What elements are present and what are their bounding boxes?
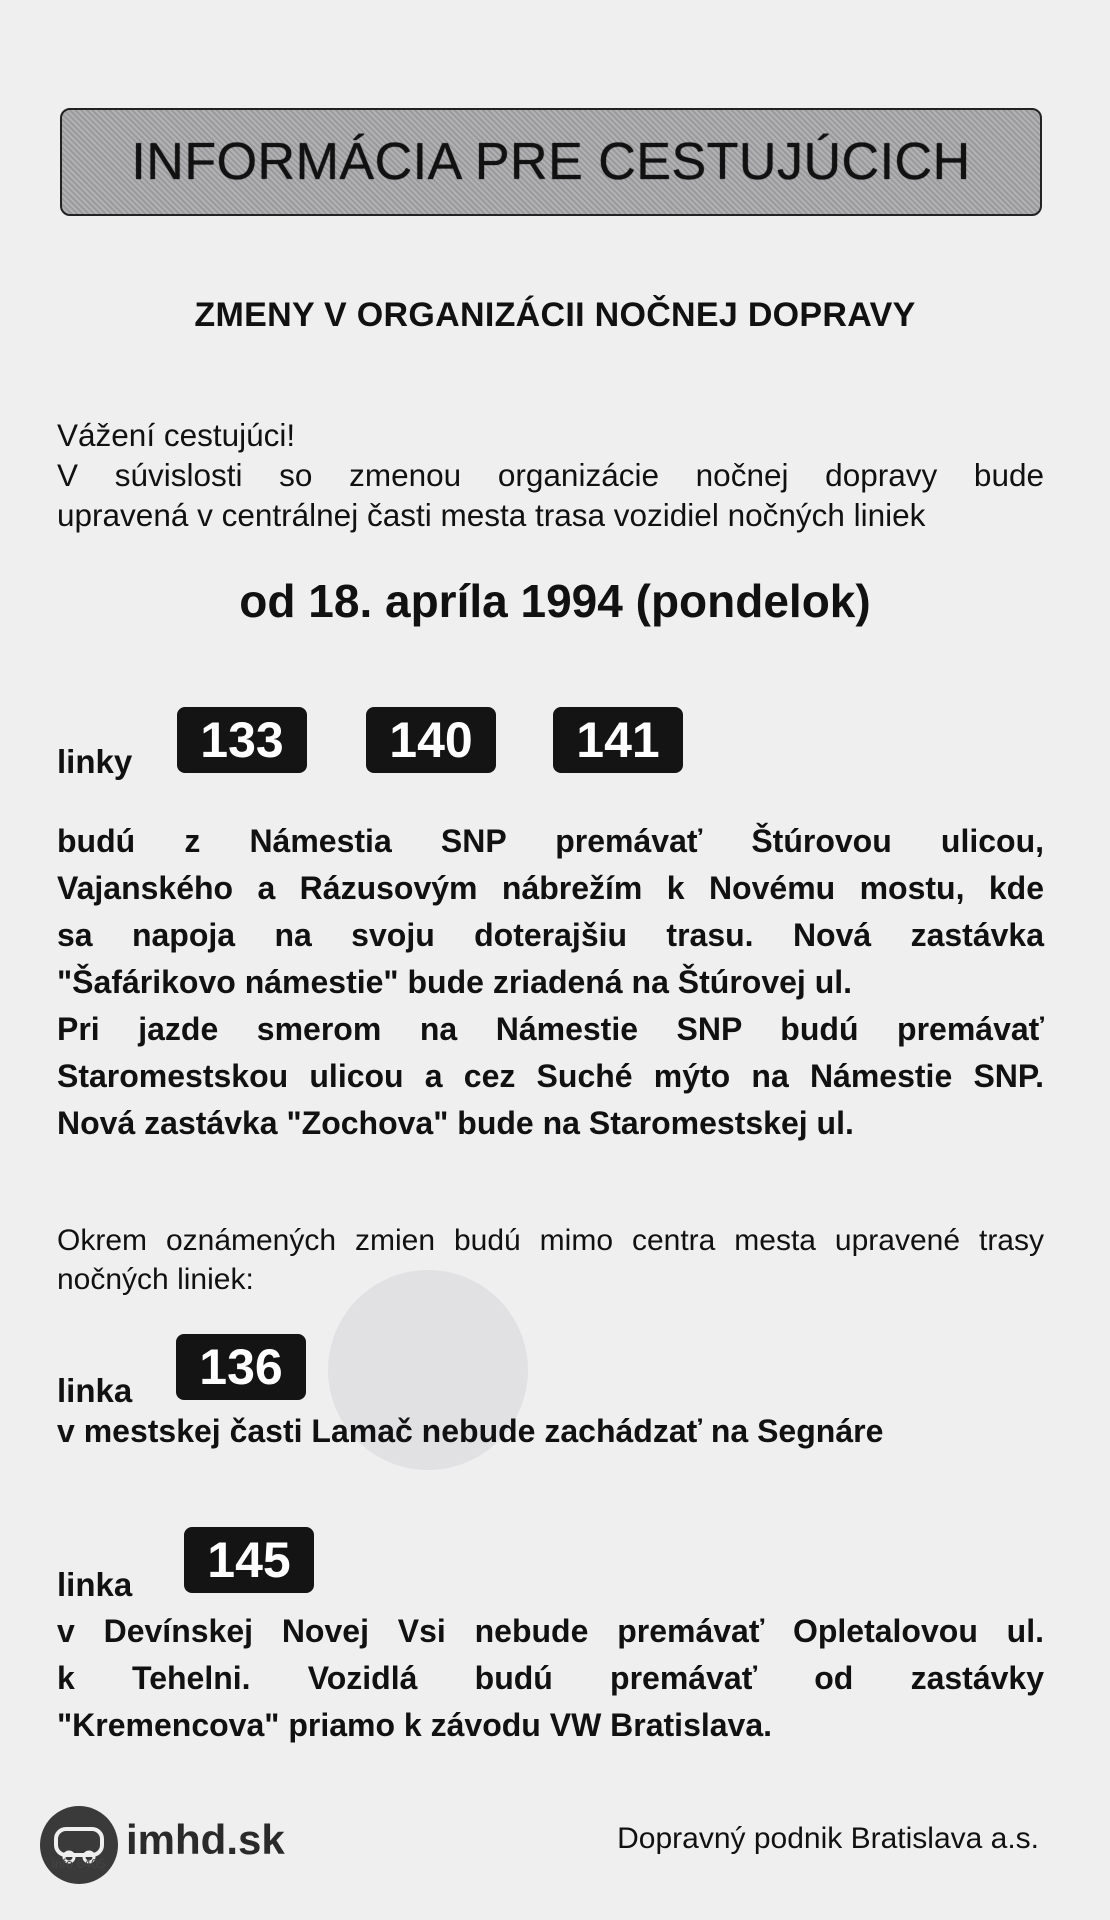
other-changes-line-2: nočných liniek: <box>57 1263 254 1296</box>
line-label-145: linka <box>57 1566 133 1603</box>
group1-line-7: Nová zastávka "Zochova" bude na Staromestskej ul. <box>57 1105 854 1141</box>
intro-line-2: upravená v centrálnej časti mesta trasa vozidiel nočných liniek <box>57 497 926 533</box>
imhd-logo-icon <box>40 1806 118 1884</box>
line-label-136: linka <box>57 1372 133 1409</box>
group1-line-6: Staromestskou ulicou a cez Suché mýto na Námestie SNP. <box>57 1058 1044 1094</box>
group1-line-1: budú z Námestia SNP premávať Štúrovou ulicou, <box>57 823 1044 859</box>
header-banner <box>60 108 1042 216</box>
group3-line-1: v Devínskej Novej Vsi nebude premávať Opletalovou ul. <box>57 1613 1044 1649</box>
group1-line-2: Vajanského a Rázusovým nábrežím k Novému mostu, kde <box>57 870 1044 906</box>
line-badge-140: 140 <box>366 707 496 773</box>
intro-greeting: Vážení cestujúci! <box>57 417 296 453</box>
other-changes-paragraph <box>57 1221 1044 1299</box>
group1-line-4: "Šafárikovo námestie" bude zriadená na Štúrovej ul. <box>57 964 853 1000</box>
line-badge-141: 141 <box>553 707 683 773</box>
group3-line-3: "Kremencova" priamo k závodu VW Bratislava. <box>57 1707 773 1743</box>
lines-label: linky <box>57 743 133 780</box>
intro-paragraph <box>57 415 1044 535</box>
line-badge-133: 133 <box>177 707 307 773</box>
info-code: info 6405 <box>52 1856 106 1871</box>
group1-description <box>57 818 1044 1147</box>
intro-line-1: V súvislosti so zmenou organizácie nočnej dopravy bude <box>57 457 1044 493</box>
company-name: Dopravný podnik Bratislava a.s. <box>617 1822 1039 1855</box>
line-badge-136: 136 <box>176 1334 306 1400</box>
group3-description <box>57 1608 1044 1749</box>
effective-date: od 18. apríla 1994 (pondelok) <box>239 575 871 627</box>
subtitle: ZMENY V ORGANIZÁCII NOČNEJ DOPRAVY <box>194 296 916 334</box>
group2-description: v mestskej časti Lamač nebude zachádzať na Segnáre <box>57 1413 884 1449</box>
group3-line-2: k Tehelni. Vozidlá budú premávať od zastávky <box>57 1660 1044 1696</box>
group1-line-3: sa napoja na svoju doterajšiu trasu. Nová zastávka <box>57 917 1044 953</box>
group1-line-5: Pri jazde smerom na Námestie SNP budú premávať <box>57 1011 1044 1047</box>
other-changes-line-1: Okrem oznámených zmien budú mimo centra mesta upravené trasy <box>57 1224 1044 1257</box>
page-title: INFORMÁCIA PRE CESTUJÚCICH <box>131 133 971 191</box>
imhd-logo-text: imhd.sk <box>126 1816 285 1863</box>
line-badge-145: 145 <box>184 1527 314 1593</box>
